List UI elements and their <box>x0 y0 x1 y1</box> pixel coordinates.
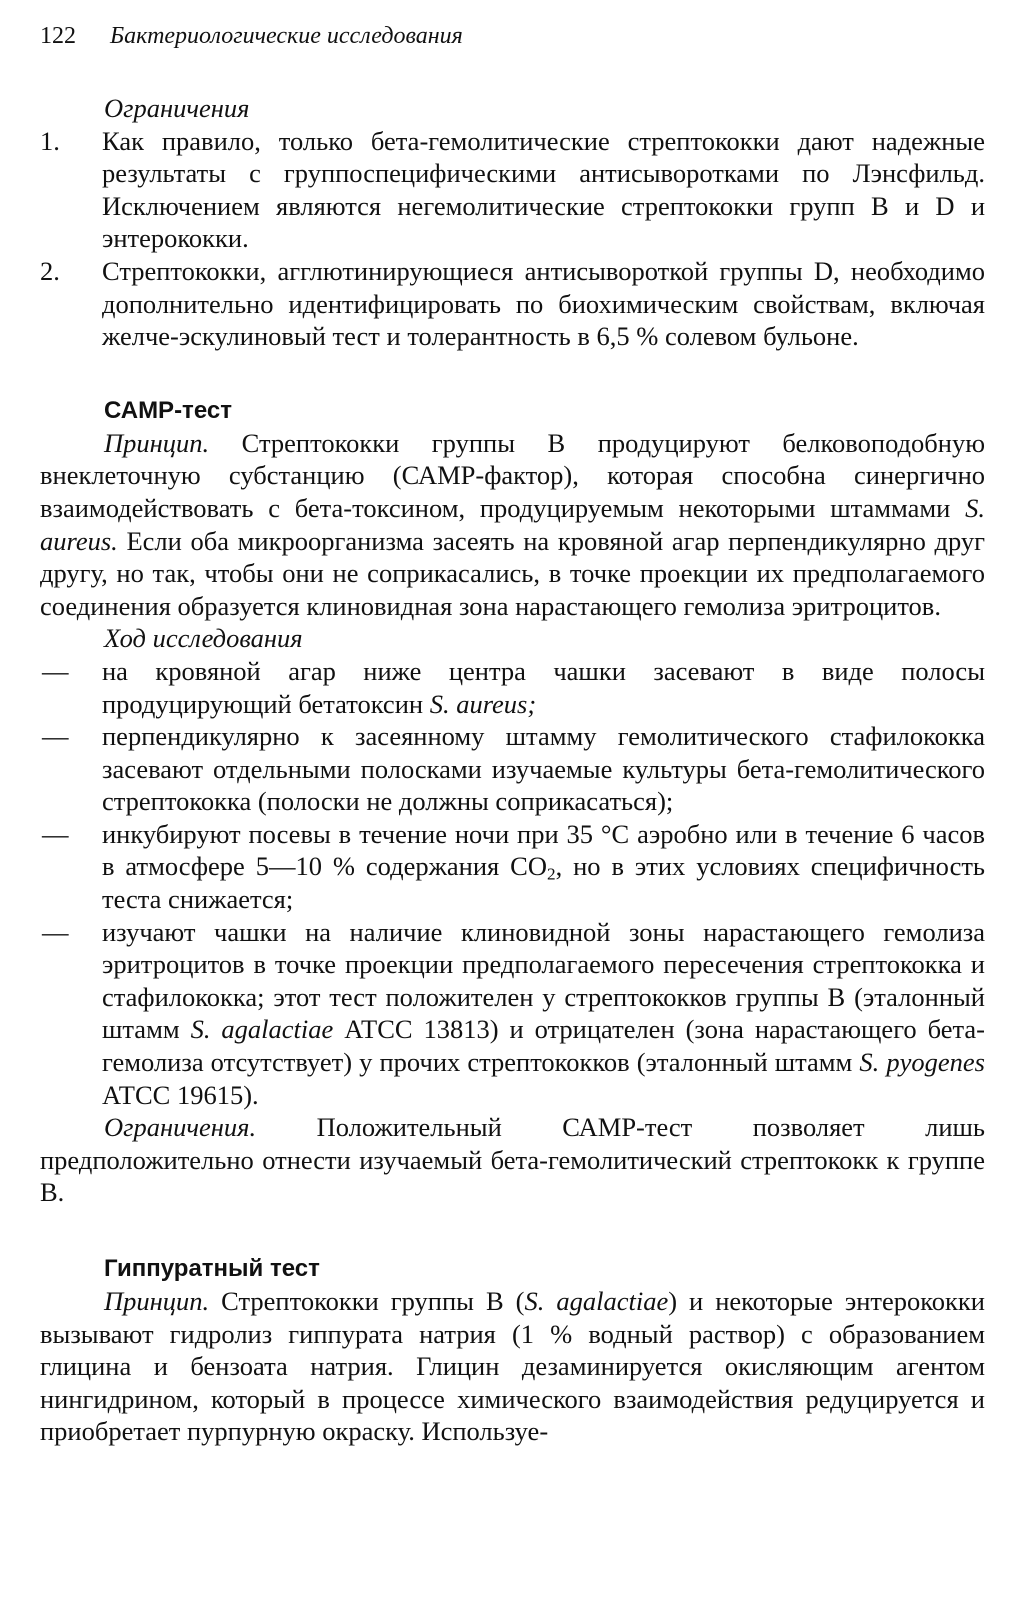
principle-text: Стрептококки группы В продуцируют белковоподобную внеклеточную субстанцию (САМР-фактор), которая способна синергично взаимодействовать с бета-токсином, продуцируемым некоторыми штаммами <box>40 427 985 523</box>
limitations-label: Ограничения. <box>104 1112 257 1143</box>
list-marker: 2. <box>40 255 60 286</box>
principle-text: Если оба микроорганизма засеять на кровяной агар перпендикулярно друг другу, но так, чтобы они не соприкасались, в точке проекции их предполагаемого соединения образуется клиновидная зона нарастающего гемолиза эритроцитов. <box>40 525 985 621</box>
principle-label: Принцип. <box>104 427 210 458</box>
step-text: перпендикулярно к засеянному штамму гемолитического стафилококка засевают отдельными полосками изучаемые культуры бета-гемолитического стрептококка (полоски не должны соприкасаться); <box>102 721 985 817</box>
species-name: S. agalactiae <box>524 1286 669 1316</box>
page-number: 122 <box>40 23 76 49</box>
hippurate-test-heading: Гиппуратный тест <box>104 1255 320 1282</box>
species-name: S. pyogenes <box>859 1047 985 1078</box>
camp-principle-paragraph <box>40 427 985 623</box>
principle-label: Принцип. <box>104 1286 210 1316</box>
dash-marker: — <box>42 721 69 752</box>
running-title: Бактериологические исследования <box>110 23 463 49</box>
procedure-steps <box>40 655 985 1111</box>
species-name: S. aureus; <box>429 688 537 719</box>
step-text: изучают чашки на наличие клиновидной зоны нарастающего гемолиза эритроцитов в точке проекции предполагаемого пересечения стрептококка и стафилококка; этот тест положителен у стрептококков группы В (эталонный штамм <box>102 916 985 1045</box>
dash-marker: — <box>42 655 69 686</box>
principle-text: Стрептококки группы В ( <box>209 1286 525 1316</box>
list-item <box>40 255 985 353</box>
procedure-step <box>40 818 985 916</box>
step-text: на кровяной агар ниже центра чашки засевают в виде полосы продуцирующий бетатоксин <box>102 655 985 719</box>
limitations-text: Положительный САМР-тест позволяет лишь предположительно отнести изучаемый бета-гемолитический стрептококк к группе В. <box>40 1112 985 1208</box>
subscript: 2 <box>546 864 556 884</box>
procedure-step <box>40 655 985 720</box>
list-item <box>40 125 985 255</box>
species-name: S. aureus. <box>40 492 985 556</box>
species-name: S. agalactiae <box>190 1014 334 1045</box>
list-item-text: Стрептококки, агглютинирующиеся антисывороткой группы D, необходимо дополнительно идентифицировать по биохимическим свойствам, включая желче-эскулиновый тест и толерантность в 6,5 % солевом бульоне. <box>102 255 985 352</box>
limitations-list <box>40 125 985 353</box>
principle-text: ) и некоторые энтерококки вызывают гидролиз гиппурата натрия (1 % водный раствор) с образованием глицина и бензоата натрия. Глицин дезаминируется окисляющим агентом нингидрином, который в процессе химического взаимодействия редуцируется и приобретает пурпурную окраску. Используе- <box>40 1286 985 1447</box>
step-text: инкубируют посевы в течение ночи при 35 °С аэробно или в течение 6 часов в атмосфере 5—10 % содержания СО <box>102 818 985 882</box>
page-content <box>40 92 985 1448</box>
hippurate-principle-paragraph <box>40 1285 985 1448</box>
step-text: , но в этих условиях специфичность теста снижается; <box>102 851 985 915</box>
list-marker: 1. <box>40 125 60 156</box>
camp-test-heading: САМР-тест <box>104 396 232 424</box>
running-header <box>40 22 463 50</box>
step-text: АТСС 19615). <box>102 1079 259 1110</box>
procedure-heading: Ход исследования <box>104 623 303 654</box>
step-text: АТСС 13813) и отрицателен (зона нарастающего бета-гемолиза отсутствует) у прочих стрептококков (эталонный штамм <box>102 1014 985 1078</box>
list-item-text: Как правило, только бета-гемолитические стрептококки дают надежные результаты с группоспецифическими антисыворотками по Лэнсфильд. Исключением являются негемолитические стрептококки групп В и D и энтерококки. <box>102 125 985 254</box>
procedure-step <box>40 720 985 818</box>
dash-marker: — <box>42 818 69 849</box>
procedure-step <box>40 916 985 1112</box>
camp-limitations-paragraph <box>40 1111 985 1209</box>
limitations-heading: Ограничения <box>104 93 250 123</box>
dash-marker: — <box>42 916 69 947</box>
